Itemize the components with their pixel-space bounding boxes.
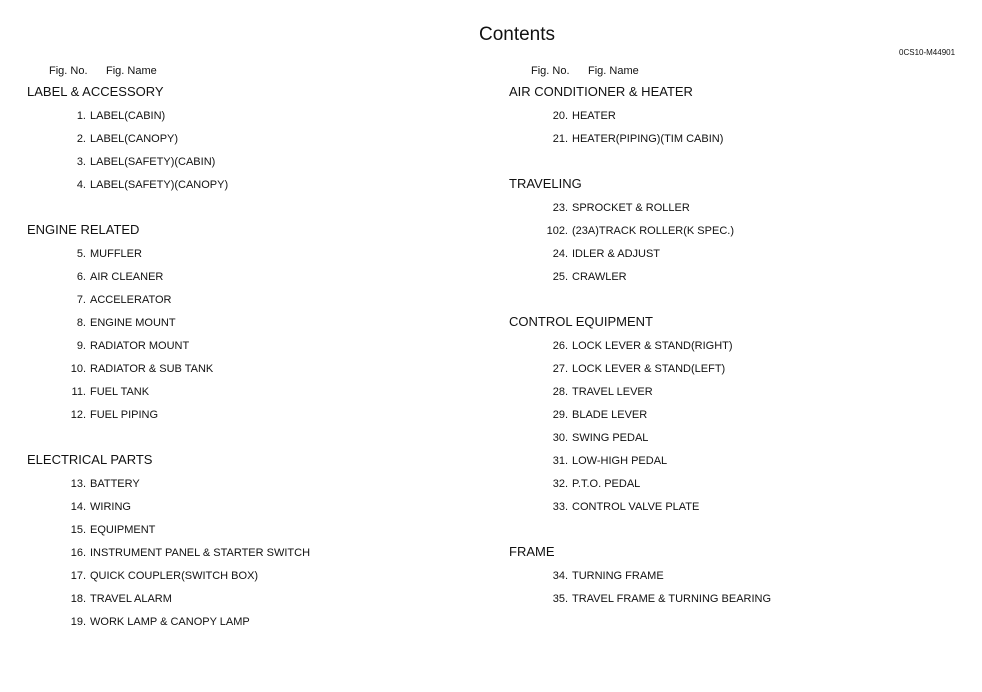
page-title: Contents <box>478 24 556 45</box>
fig-name: MUFFLER <box>90 248 142 260</box>
contents-item[interactable] <box>509 450 959 473</box>
fig-name: HEATER(PIPING)(TIM CABIN) <box>572 133 724 145</box>
fig-number: 19. <box>70 616 86 628</box>
fig-name: FUEL TANK <box>90 386 150 398</box>
contents-item[interactable] <box>509 128 959 151</box>
fig-name: LOW-HIGH PEDAL <box>572 455 668 467</box>
fig-name: LABEL(SAFETY)(CANOPY) <box>90 179 229 191</box>
contents-column-left <box>27 62 467 634</box>
fig-number: 31. <box>552 455 568 467</box>
fig-name: RADIATOR & SUB TANK <box>90 363 214 375</box>
contents-column-right <box>509 62 959 611</box>
fig-name: FUEL PIPING <box>90 409 159 421</box>
fig-number: 9. <box>76 340 86 352</box>
fig-name-header: Fig. Name <box>106 65 157 77</box>
fig-number: 29. <box>552 409 568 421</box>
contents-item[interactable] <box>27 542 467 565</box>
contents-item[interactable] <box>27 404 467 427</box>
contents-item[interactable] <box>509 266 959 289</box>
fig-number: 20. <box>552 110 568 122</box>
fig-name: BLADE LEVER <box>572 409 648 421</box>
contents-item[interactable] <box>509 588 959 611</box>
fig-number: 24. <box>552 248 568 260</box>
contents-item[interactable] <box>27 381 467 404</box>
fig-no-header: Fig. No. <box>531 65 570 77</box>
fig-number: 2. <box>76 133 86 145</box>
contents-item[interactable] <box>509 427 959 450</box>
fig-name: EQUIPMENT <box>90 524 156 536</box>
fig-name: LOCK LEVER & STAND(RIGHT) <box>572 340 733 352</box>
section-spacer <box>509 151 959 174</box>
fig-number: 33. <box>552 501 568 513</box>
fig-number: 32. <box>552 478 568 490</box>
contents-item[interactable] <box>509 381 959 404</box>
contents-item[interactable] <box>509 335 959 358</box>
fig-number: 11. <box>71 386 86 398</box>
contents-item[interactable] <box>27 473 467 496</box>
fig-name: WIRING <box>90 501 131 513</box>
contents-item[interactable] <box>509 565 959 588</box>
fig-number: 35. <box>552 593 568 605</box>
fig-name: QUICK COUPLER(SWITCH BOX) <box>90 570 259 582</box>
contents-item[interactable] <box>509 496 959 519</box>
contents-item[interactable] <box>509 197 959 220</box>
fig-number: 7. <box>76 294 86 306</box>
fig-number: 17. <box>70 570 86 582</box>
fig-name: LOCK LEVER & STAND(LEFT) <box>572 363 726 375</box>
fig-number: 12. <box>70 409 86 421</box>
fig-number: 25. <box>552 271 568 283</box>
contents-item[interactable] <box>27 243 467 266</box>
fig-number: 4. <box>76 179 86 191</box>
fig-name: WORK LAMP & CANOPY LAMP <box>90 616 250 628</box>
fig-number: 15. <box>70 524 86 536</box>
fig-number: 1. <box>76 110 86 122</box>
section-spacer <box>27 197 467 220</box>
column-header <box>509 62 959 82</box>
contents-item[interactable] <box>27 565 467 588</box>
contents-item[interactable] <box>27 519 467 542</box>
contents-item[interactable] <box>27 128 467 151</box>
contents-item[interactable] <box>27 496 467 519</box>
fig-name: CRAWLER <box>572 271 627 283</box>
fig-name: HEATER <box>572 110 616 122</box>
fig-number: 23. <box>552 202 568 214</box>
fig-name: P.T.O. PEDAL <box>572 478 641 490</box>
fig-number: 21. <box>552 133 568 145</box>
section-title: TRAVELING <box>509 176 582 191</box>
fig-name: TRAVEL FRAME & TURNING BEARING <box>572 593 772 605</box>
fig-name: IDLER & ADJUST <box>572 248 661 260</box>
fig-number: 34. <box>552 570 568 582</box>
fig-name: LABEL(SAFETY)(CABIN) <box>90 156 216 168</box>
fig-name: ENGINE MOUNT <box>90 317 176 329</box>
fig-name-header: Fig. Name <box>588 65 639 77</box>
contents-item[interactable] <box>509 243 959 266</box>
section-title: LABEL & ACCESSORY <box>27 84 164 99</box>
fig-name: ACCELERATOR <box>90 294 172 306</box>
section-title: FRAME <box>509 544 555 559</box>
fig-name: CONTROL VALVE PLATE <box>572 501 700 513</box>
fig-number: 16. <box>70 547 86 559</box>
fig-number: 3. <box>76 156 86 168</box>
section-spacer <box>27 427 467 450</box>
fig-name: SPROCKET & ROLLER <box>572 202 690 214</box>
contents-item[interactable] <box>27 611 467 634</box>
section-title: CONTROL EQUIPMENT <box>509 314 653 329</box>
fig-number: 26. <box>552 340 568 352</box>
contents-item[interactable] <box>27 312 467 335</box>
contents-item[interactable] <box>27 151 467 174</box>
fig-name: INSTRUMENT PANEL & STARTER SWITCH <box>90 547 311 559</box>
fig-number: 30. <box>552 432 568 444</box>
fig-number: 6. <box>76 271 86 283</box>
section-spacer <box>509 519 959 542</box>
section-list <box>27 82 467 634</box>
fig-name: LABEL(CANOPY) <box>90 133 179 145</box>
fig-number: 14. <box>70 501 86 513</box>
contents-item[interactable] <box>509 404 959 427</box>
fig-name: SWING PEDAL <box>572 432 649 444</box>
fig-name: TRAVEL LEVER <box>572 386 653 398</box>
contents-item[interactable] <box>509 473 959 496</box>
contents-item[interactable] <box>509 220 959 243</box>
section-title: ENGINE RELATED <box>27 222 140 237</box>
document-id: 0CS10-M44901 <box>899 48 956 57</box>
fig-number: 28. <box>552 386 568 398</box>
fig-name: AIR CLEANER <box>90 271 164 283</box>
section-title: AIR CONDITIONER & HEATER <box>509 84 693 99</box>
section-list <box>509 82 959 611</box>
fig-name: LABEL(CABIN) <box>90 110 166 122</box>
contents-item[interactable] <box>27 335 467 358</box>
section-title: ELECTRICAL PARTS <box>27 452 153 467</box>
contents-item[interactable] <box>509 358 959 381</box>
fig-number: 13. <box>70 478 86 490</box>
fig-number: 10. <box>70 363 86 375</box>
fig-no-header: Fig. No. <box>49 65 88 77</box>
section-spacer <box>509 289 959 312</box>
contents-item[interactable] <box>27 588 467 611</box>
contents-item[interactable] <box>509 105 959 128</box>
fig-name: TURNING FRAME <box>572 570 664 582</box>
fig-number: 102. <box>546 225 568 237</box>
fig-name: RADIATOR MOUNT <box>90 340 190 352</box>
fig-name: (23A)TRACK ROLLER(K SPEC.) <box>572 225 734 237</box>
contents-item[interactable] <box>27 266 467 289</box>
fig-name: TRAVEL ALARM <box>90 593 172 605</box>
fig-number: 27. <box>552 363 568 375</box>
contents-item[interactable] <box>27 289 467 312</box>
fig-number: 18. <box>70 593 86 605</box>
contents-item[interactable] <box>27 358 467 381</box>
fig-number: 8. <box>76 317 86 329</box>
contents-item[interactable] <box>27 174 467 197</box>
contents-item[interactable] <box>27 105 467 128</box>
column-header <box>27 62 467 82</box>
fig-number: 5. <box>76 248 86 260</box>
fig-name: BATTERY <box>90 478 140 490</box>
